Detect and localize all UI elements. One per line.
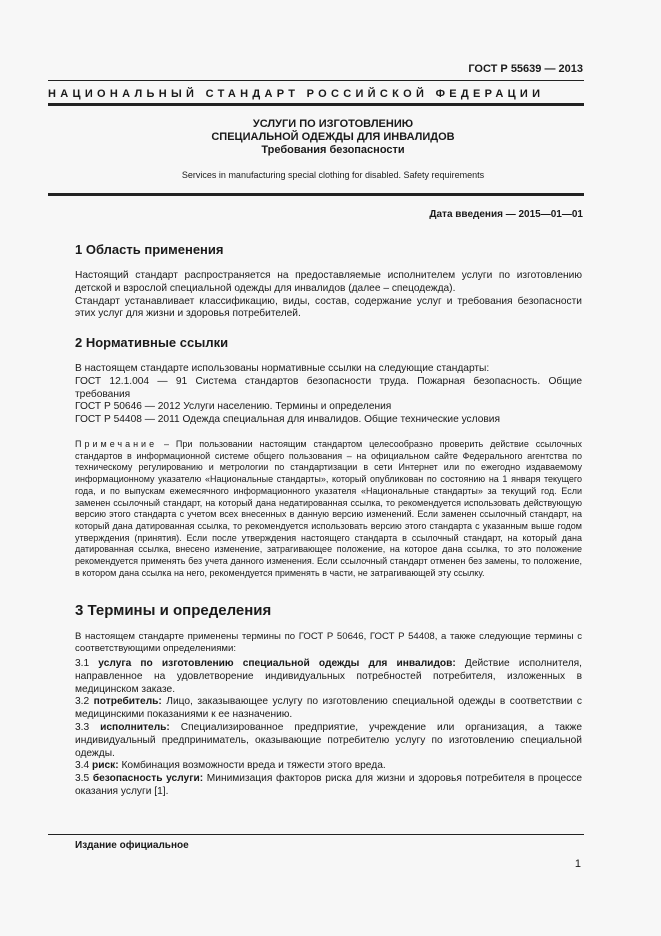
- section-3-terms: [75, 658, 582, 799]
- section-3-heading: [75, 602, 271, 619]
- note-label: Примечание: [75, 439, 158, 449]
- title-rule: [48, 193, 584, 196]
- document-title: [48, 118, 618, 157]
- official-edition: Издание официальное: [75, 840, 189, 851]
- gost-code: ГОСТ Р 55639 — 2013: [468, 63, 583, 75]
- section-2-intro: В настоящем стандарте использованы нормативные ссылки на следующие стандарты:: [75, 363, 490, 374]
- english-title: Services in manufacturing special clothing for disabled. Safety requirements: [181, 170, 485, 180]
- national-standard-banner: НАЦИОНАЛЬНЫЙ СТАНДАРТ РОССИЙСКОЙ ФЕДЕРАЦИИ: [48, 88, 545, 100]
- term-3-5: 3.5 безопасность услуги: Минимизация факторов риска для жизни и здоровья потребителя в процессе оказания услуги [1].: [75, 773, 583, 797]
- title-line-3: Требования безопасности: [261, 144, 405, 156]
- section-1-heading: [75, 242, 224, 257]
- term-3-1: 3.1 услуга по изготовлению специальной одежды для инвалидов: Действие исполнителя, направленное на удовлетворение индивидуальных потребностей потребителя, изложенных в медицинском заказе.: [75, 658, 582, 695]
- title-line-2: СПЕЦИАЛЬНОЙ ОДЕЖДЫ ДЛЯ ИНВАЛИДОВ: [211, 131, 455, 143]
- banner-rule: [48, 103, 584, 106]
- note-block: [75, 439, 582, 579]
- section-3-intro: В настоящем стандарте применены термины по ГОСТ Р 50646, ГОСТ Р 54408, а также следующие термины с соответствующими определениями:: [75, 631, 582, 655]
- section-1-paragraph-1: Настоящий стандарт распространяется на предоставляемые исполнителем услуги по изготовлению детской и взрослой специальной одежды для инвалидов (далее – спецодежда).: [75, 270, 582, 294]
- section-3-title: 3 Термины и определения: [75, 602, 272, 619]
- term-3-3: 3.3 исполнитель: Специализированное предприятие, учреждение или организация, а также индивидуальный предприниматель, оказывающие потребителю услугу по изготовлению специальной одежды.: [75, 721, 582, 759]
- note-text: – При пользовании настоящим стандартом целесообразно проверить действие ссылочных стандартов в информационной системе общего пользования – на официальном сайте Федерального агентства по техническому регулированию и метрологии по стандартизации в сети Интернет или по ежегодно издаваемому информационному указателю «Национальные стандарты», который опубликован по состоянию на 1 января текущего года, и по выпускам ежемесячного информационного указателя «Национальные стандарты» за текущий год. Если заменен ссылочный стандарт, на который дана недатированная ссылка, то рекомендуется использовать действующую версию этого стандарта с учетом всех внесенных в данную версию изменений. Если заменен ссылочный стандарт, на который дана датированная ссылка, то рекомендуется использовать версию этого стандарта с указанным выше годом утверждения (принятия). Если после утверждения настоящего стандарта в ссылочный стандарт, на который дана датированная ссылка, внесено изменение, затрагивающее положение, на которое дана ссылка, то это положение рекомендуется применять без учета данного изменения. Если ссылочный стандарт отменен без замены, то положение, в котором дана ссылка на него, рекомендуется применять в части, не затрагивающей эту ссылку.: [75, 439, 582, 578]
- date-of-introduction: Дата введения — 2015—01—01: [429, 209, 583, 220]
- reference-1: ГОСТ 12.1.004 — 91 Система стандартов безопасности труда. Пожарная безопасность. Общие требования: [75, 375, 582, 400]
- section-2-title: 2 Нормативные ссылки: [75, 335, 229, 350]
- section-1-body: [75, 270, 582, 321]
- term-3-2: 3.2 потребитель: Лицо, заказывающее услугу по изготовлению специальной одежды в соответствии с медицинскими показаниями к ее назначению.: [75, 696, 582, 721]
- footer-rule: [48, 834, 584, 835]
- section-2-body: [75, 363, 582, 427]
- header-rule: [48, 80, 584, 81]
- reference-3: ГОСТ Р 54408 — 2011 Одежда специальная для инвалидов. Общие технические условия: [75, 414, 500, 426]
- page-number: 1: [574, 858, 581, 870]
- term-3-4: 3.4 риск: Комбинация возможности вреда и тяжести этого вреда.: [75, 760, 386, 772]
- section-1-paragraph-2: Стандарт устанавливает классификацию, виды, состав, содержание услуг и требования безопасности этих услуг для жизни и здоровья потребителей.: [75, 295, 582, 320]
- title-line-1: УСЛУГИ ПО ИЗГОТОВЛЕНИЮ: [252, 118, 414, 130]
- section-2-heading: [75, 335, 228, 350]
- reference-2: ГОСТ Р 50646 — 2012 Услуги населению. Термины и определения: [75, 401, 392, 413]
- section-1-title: 1 Область применения: [75, 242, 224, 257]
